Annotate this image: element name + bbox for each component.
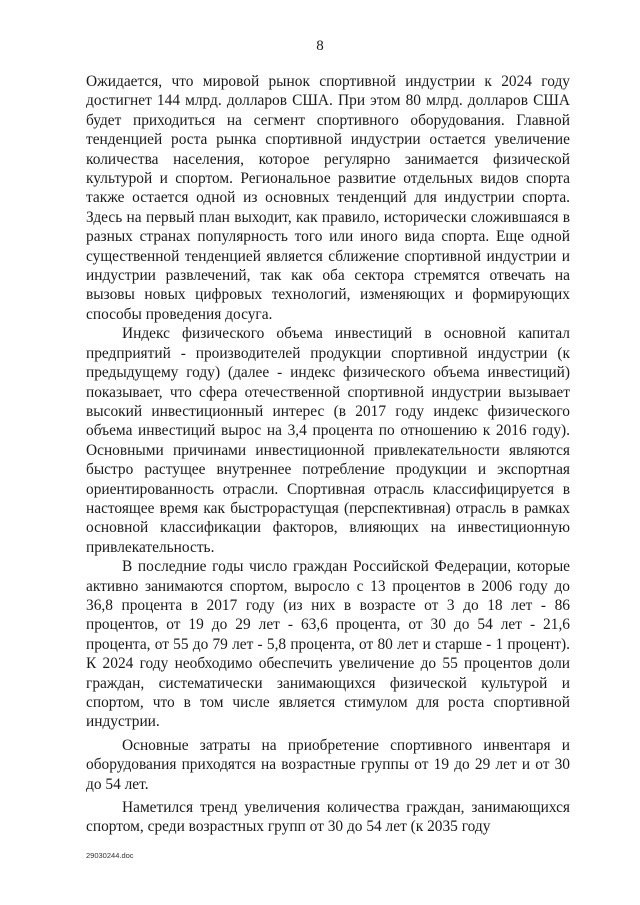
document-filename: 29030244.doc bbox=[86, 851, 134, 860]
paragraph: Наметился тренд увеличения количества граждан, занимающихся спортом, среди возрастных групп от 30 до 54 лет (к 2035 году bbox=[86, 799, 570, 836]
page-number: 8 bbox=[316, 38, 324, 54]
paragraph: Ожидается, что мировой рынок спортивной индустрии к 2024 году достигнет 144 млрд. долларов США. При этом 80 млрд. долларов США будет приходиться на сегмент спортивного оборудования. Главной тенденцией роста рынка спортивной индустрии остается увеличение количества населения, которое регулярно занимается физической культурой и спортом. Региональное развитие отдельных видов спорта также остается одной из основных тенденций для индустрии спорта. Здесь на первый план выходит, как правило, исторически сложившаяся в разных странах популярность того или иного вида спорта. Еще одной существенной тенденцией является сближение спортивной индустрии и индустрии развлечений, так как оба сектора стремятся отвечать на вызовы новых цифровых технологий, изменяющих и формирующих способы проведения досуга. bbox=[86, 73, 570, 323]
document-body bbox=[86, 72, 570, 837]
paragraph: Основные затраты на приобретение спортивного инвентаря и оборудования приходятся на возрастные группы от 19 до 29 лет и от 30 до 54 лет. bbox=[86, 736, 570, 793]
paragraph: Индекс физического объема инвестиций в основной капитал предприятий - производителей продукции спортивной индустрии (к предыдущему году) (далее - индекс физического объема инвестиций) показывает, что сфера отечественной спортивной индустрии вызывает высокий инвестиционный интерес (в 2017 году индекс физического объема инвестиций вырос на 3,4 процента по отношению к 2016 году). Основными причинами инвестиционной привлекательности являются быстро растущее внутреннее потребление продукции и экспортная ориентированность отрасли. Спортивная отрасль классифицируется в настоящее время как быстрорастущая (перспективная) отрасль в рамках основной классификации факторов, влияющих на инвестиционную привлекательность. bbox=[86, 325, 570, 556]
paragraph: В последние годы число граждан Российской Федерации, которые активно занимаются спортом, выросло с 13 процентов в 2006 году до 36,8 процента в 2017 году (из них в возрасте от 3 до 18 лет - 86 процентов, от 19 до 29 лет - 63,6 процента, от 30 до 54 лет - 21,6 процента, от 55 до 79 лет - 5,8 процента, от 80 лет и старше - 1 процент). К 2024 году необходимо обеспечить увеличение до 55 процентов доли граждан, систематически занимающихся физической культурой и спортом, что в том числе является стимулом для роста спортивной индустрии. bbox=[86, 558, 570, 731]
